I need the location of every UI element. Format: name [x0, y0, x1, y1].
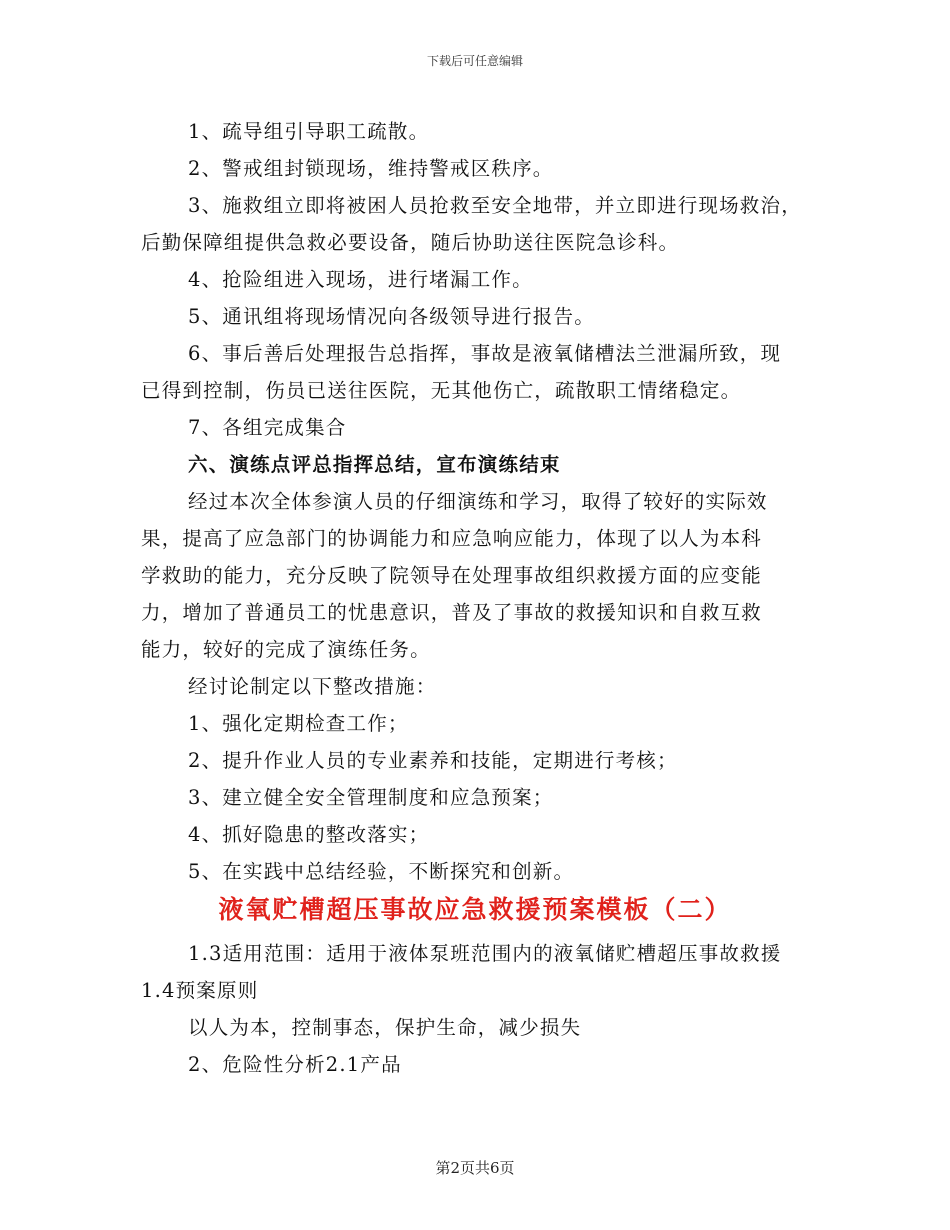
list-item: 4、抓好隐患的整改落实；	[188, 823, 430, 846]
paragraph-line: 5、通讯组将现场情况向各级领导进行报告。	[188, 305, 595, 328]
paragraph-line: 2、警戒组封锁现场，维持警戒区秩序。	[188, 157, 554, 180]
section-heading: 六、演练点评总指挥总结，宣布演练结束	[188, 453, 561, 476]
paragraph-line: 1、疏导组引导职工疏散。	[188, 120, 430, 143]
paragraph-line: 2、危险性分析2.1产品	[188, 1053, 402, 1076]
paragraph-line: 以人为本，控制事态，保护生命，减少损失	[188, 1016, 582, 1039]
paragraph-line: 6、事后善后处理报告总指挥，事故是液氧储槽法兰泄漏所致，现	[188, 342, 782, 365]
paragraph-line: 1.3适用范围：适用于液体泵班范围内的液氧储贮槽超压事故救援	[188, 942, 782, 965]
paragraph-line: 1.4预案原则	[141, 979, 259, 1002]
paragraph-line: 力，增加了普通员工的忧患意识，普及了事故的救援知识和自救互救	[141, 601, 763, 624]
paragraph-line: 后勤保障组提供急救必要设备，随后协助送往医院急诊科。	[141, 231, 680, 254]
paragraph-line: 7、各组完成集合	[188, 416, 347, 439]
page-header: 下载后可任意编辑	[426, 54, 523, 68]
paragraph-line: 经讨论制定以下整改措施：	[188, 675, 437, 698]
paragraph-line: 学救助的能力，充分反映了院领导在处理事故组织救援方面的应变能	[141, 564, 763, 587]
page-footer: 第2页共6页	[435, 1159, 515, 1177]
section-title: 液氧贮槽超压事故应急救援预案模板（二）	[218, 895, 732, 924]
paragraph-line: 已得到控制，伤员已送往医院，无其他伤亡，疏散职工情绪稳定。	[141, 379, 742, 402]
list-item: 2、提升作业人员的专业素养和技能，定期进行考核；	[188, 749, 678, 772]
list-item: 5、在实践中总结经验，不断探究和创新。	[188, 860, 575, 883]
paragraph-line: 经过本次全体参演人员的仔细演练和学习，取得了较好的实际效	[188, 490, 768, 513]
paragraph-line: 果，提高了应急部门的协调能力和应急响应能力，体现了以人为本科	[141, 527, 763, 550]
paragraph-line: 4、抢险组进入现场，进行堵漏工作。	[188, 268, 533, 291]
list-item: 3、建立健全安全管理制度和应急预案；	[188, 786, 554, 809]
paragraph-line: 能力，较好的完成了演练任务。	[141, 638, 431, 661]
list-item: 1、强化定期检查工作；	[188, 712, 409, 735]
paragraph-line: 3、施救组立即将被困人员抢救至安全地带，并立即进行现场救治，	[188, 194, 802, 217]
